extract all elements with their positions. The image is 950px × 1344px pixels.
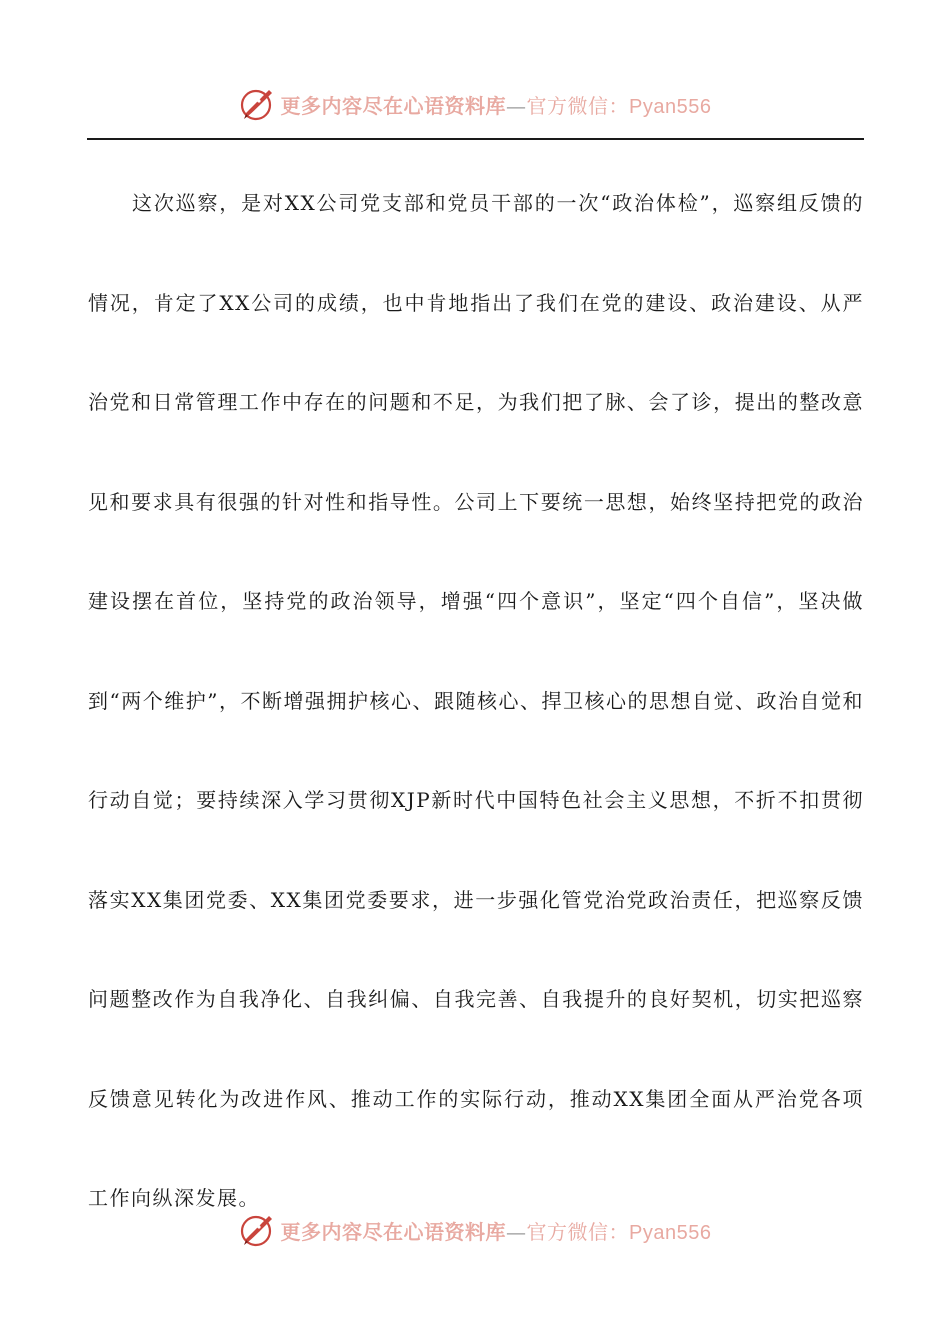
banner-text [281,1216,712,1245]
banner-contact: 官方微信：Pyan556 [526,1221,712,1244]
pen-nib-icon [239,1212,275,1248]
body-paragraph: 这次巡察，是对XX公司党支部和党员干部的一次“政治体检”，巡察组反馈的情况，肯定了XX公司的成绩，也中肯地指出了我们在党的建设、政治建设、从严治党和日常管理工作中存在的问题和不足，为我们把了脉、会了诊，提出的整改意见和要求具有很强的针对性和指导性。公司上下要统一思想，始终坚持把党的政治建设摆在首位，坚持党的政治领导，增强“四个意识”，坚定“四个自信”，坚决做到“两个维护”，不断增强拥护核心、跟随核心、捍卫核心的思想自觉、政治自觉和行动自觉；要持续深入学习贯彻XJP新时代中国特色社会主义思想，不折不扣贯彻落实XX集团党委、XX集团党委要求，进一步强化管党治党政治责任，把巡察反馈问题整改作为自我净化、自我纠偏、自我完善、自我提升的良好契机，切实把巡察反馈意见转化为改进作风、推动工作的实际行动，推动XX集团全面从严治党各项工作向纵深发展。 [88,191,864,1210]
banner-separator: — [506,1219,527,1244]
banner-text [281,90,712,119]
banner-site-name: 更多内容尽在心语资料库 [280,1219,507,1244]
header-banner [0,84,950,124]
footer-banner [0,1210,950,1250]
header-divider [87,138,864,140]
pen-nib-icon [239,86,275,122]
banner-site-name: 更多内容尽在心语资料库 [280,93,507,118]
banner-separator: — [506,93,527,118]
banner-contact: 官方微信：Pyan556 [526,95,712,118]
